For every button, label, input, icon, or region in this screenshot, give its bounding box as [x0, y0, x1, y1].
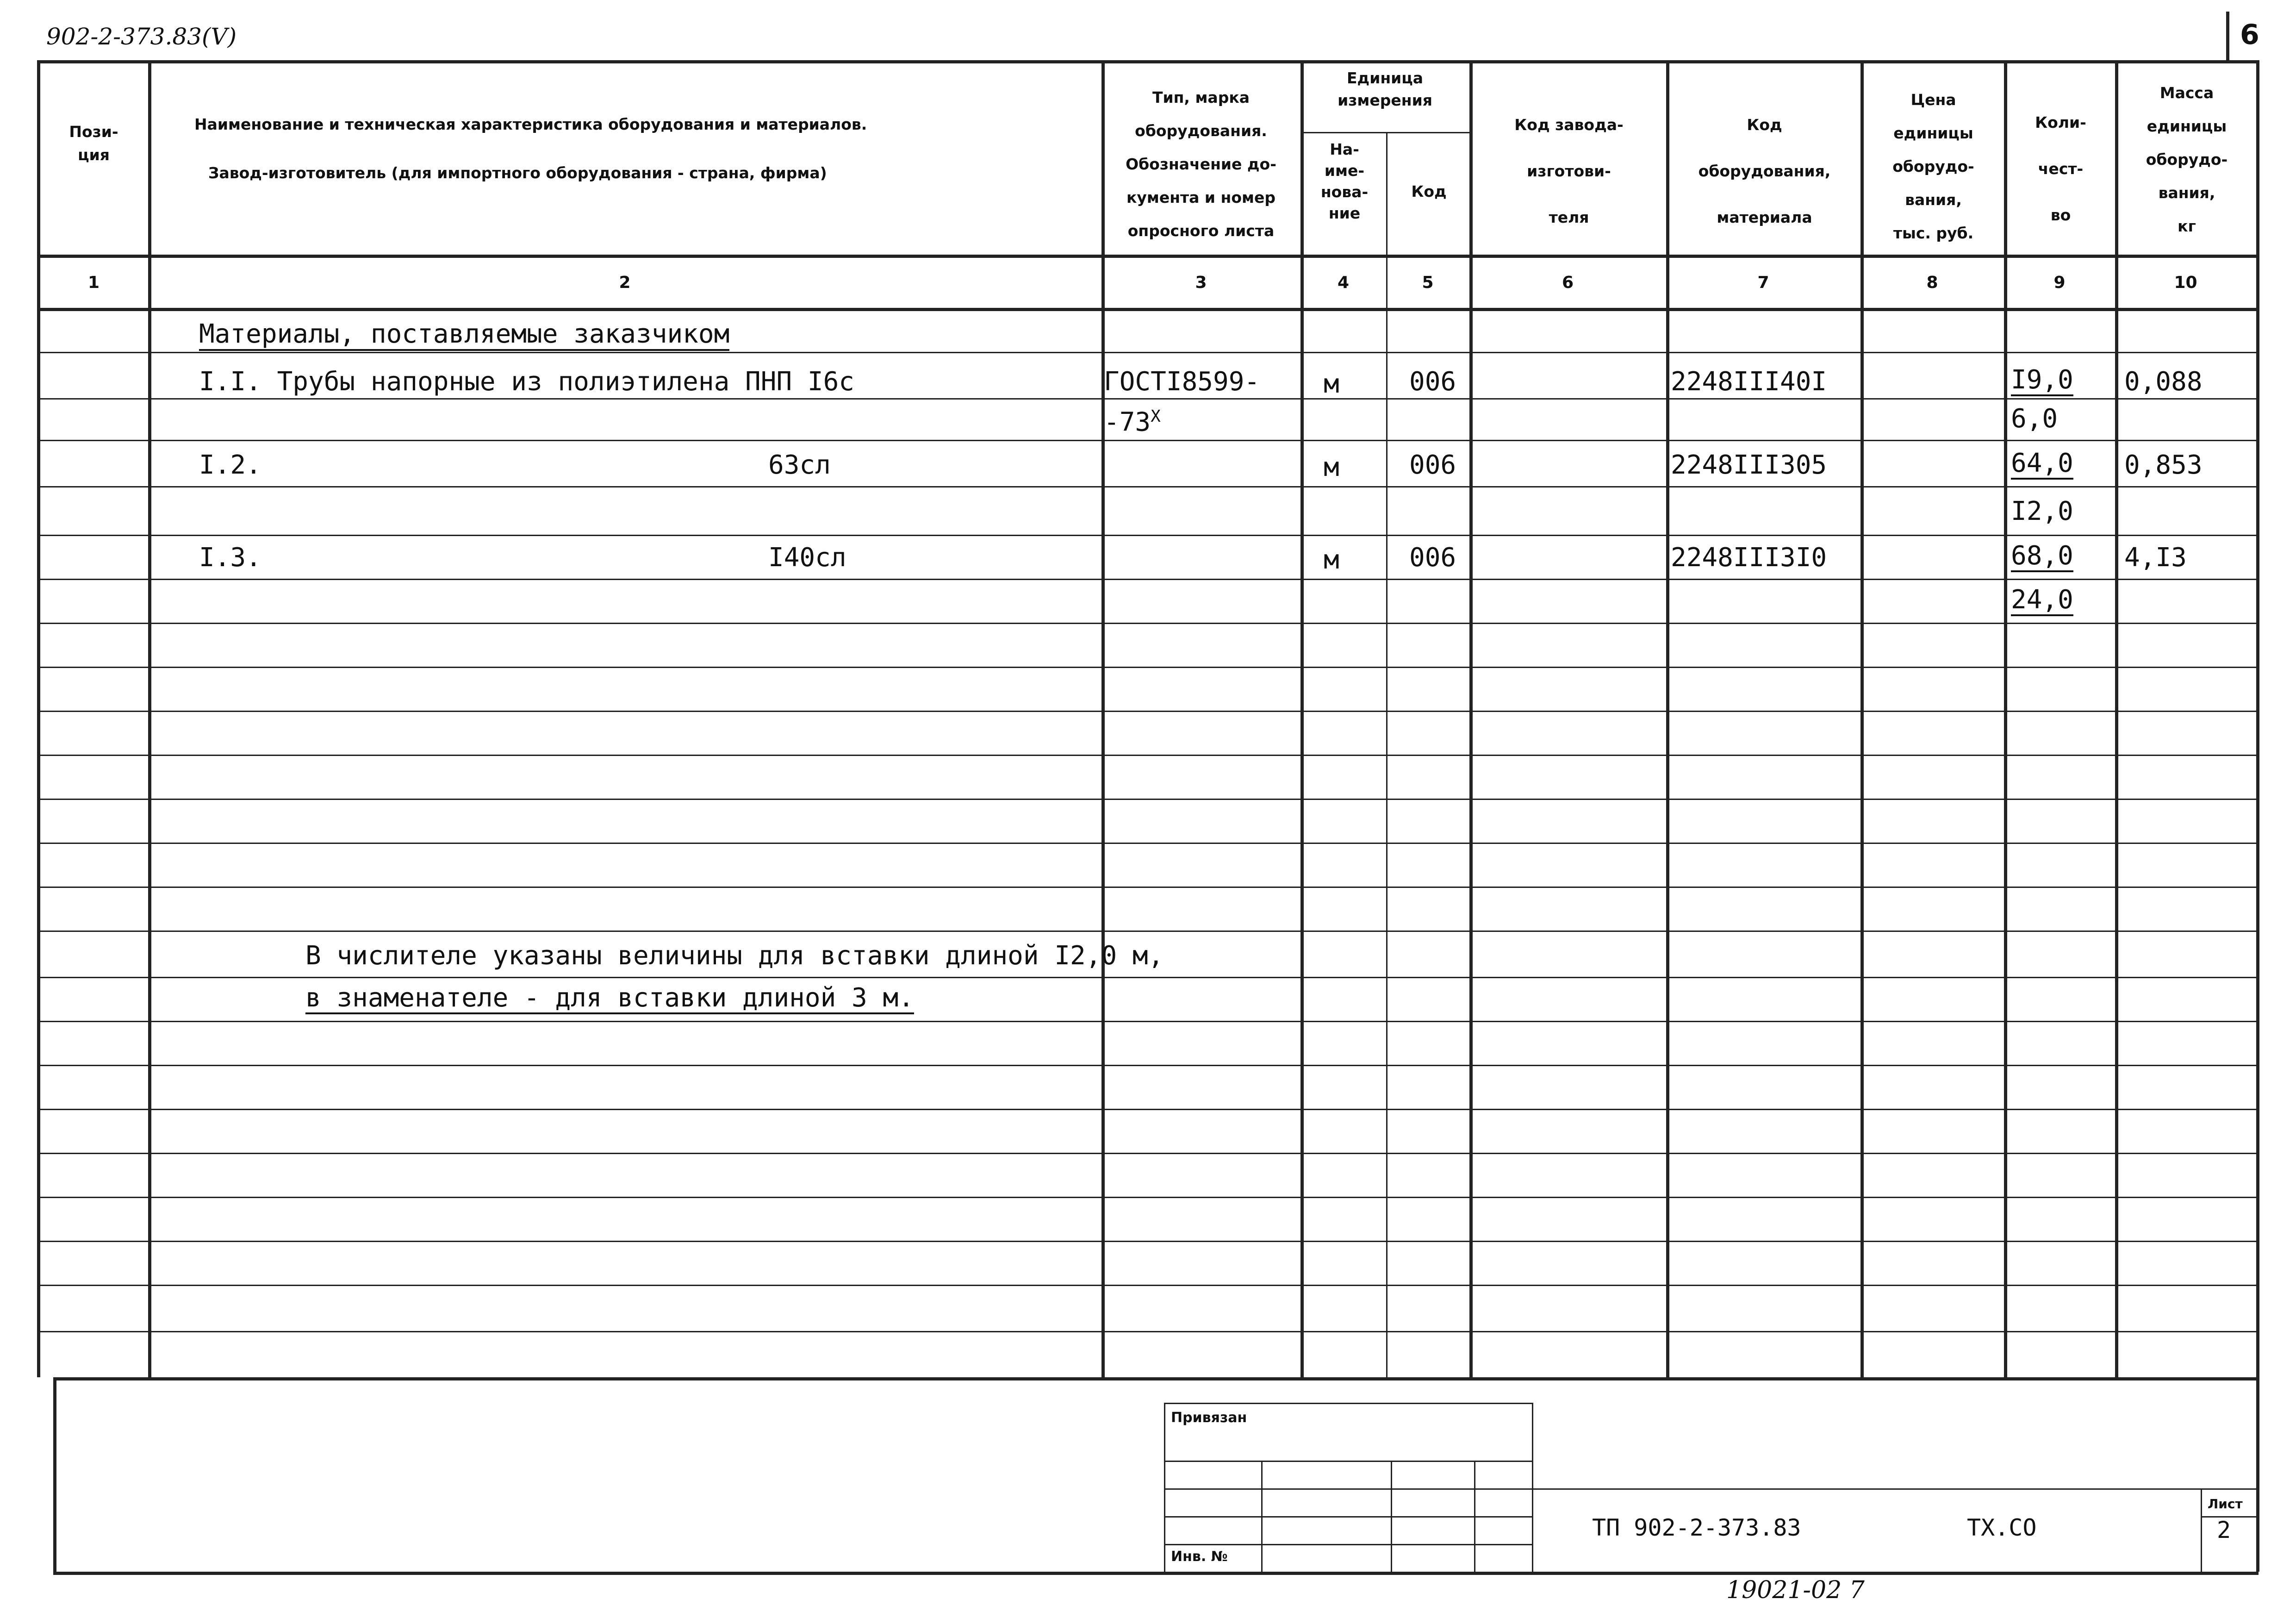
stamp-line	[1391, 1461, 1392, 1572]
colnum-7: 7	[1757, 273, 1769, 292]
unit-group-divider	[1300, 132, 1469, 133]
row3b-quantity: 24,0	[2011, 586, 2073, 616]
stamp-line	[1532, 1403, 1533, 1572]
row-line	[37, 843, 2259, 844]
row2-unit: м	[1324, 452, 1339, 482]
header-bottom-border	[37, 255, 2259, 258]
row2-material-code: 2248III305	[1671, 450, 1827, 480]
row-line	[37, 352, 2259, 353]
document-code: 902-2-373.83(Ⅴ)	[46, 23, 237, 50]
row2-quantity: 64,0	[2011, 449, 2073, 480]
row-line	[37, 623, 2259, 624]
page-number-divider	[2226, 12, 2229, 60]
row-line	[37, 535, 2259, 536]
colnum-bottom-border	[37, 308, 2259, 311]
stamp-sheet-number: 2	[2217, 1517, 2231, 1543]
header-mass: Масса единицы оборудо- вания, кг	[2146, 84, 2228, 235]
row3-position: I.3.	[199, 543, 261, 573]
col-line-3	[1300, 60, 1304, 1377]
colnum-1: 1	[87, 273, 100, 292]
row1-material-code: 2248III40I	[1671, 367, 1827, 397]
stamp-line	[1164, 1516, 1532, 1518]
row-line	[37, 1285, 2259, 1286]
colnum-3: 3	[1195, 273, 1207, 292]
row1-name: I.I. Трубы напорные из полиэтилена ПНП I6с	[199, 367, 855, 397]
header-unit-name: На- име- нова- ние	[1320, 140, 1369, 222]
row-line	[37, 398, 2259, 400]
stamp-bottom-border	[53, 1572, 2259, 1575]
row3-unit: м	[1324, 545, 1339, 575]
note-line-1: В числителе указаны величины для вставки длиной I2,0 м,	[305, 941, 1164, 971]
col-line-7	[1860, 60, 1864, 1377]
row-line	[37, 1065, 2259, 1066]
col-line-2	[1101, 60, 1105, 1377]
row-line	[37, 755, 2259, 756]
table-bottom-border	[53, 1377, 2256, 1380]
row1b-quantity: 6,0	[2011, 404, 2058, 434]
stamp-line	[1164, 1488, 1532, 1490]
row1-code: 006	[1409, 367, 1456, 397]
stamp-line	[1261, 1461, 1263, 1572]
row1b-doc-text: -73	[1104, 407, 1151, 437]
stamp-designation: ТП 902-2-373.83	[1592, 1514, 1801, 1541]
row-line	[37, 1197, 2259, 1198]
col-line-8	[2004, 60, 2007, 1377]
row2-position: I.2.	[199, 450, 261, 480]
row1-quantity: I9,0	[2011, 366, 2073, 396]
row2-code: 006	[1409, 450, 1456, 480]
row-line	[37, 440, 2259, 441]
stamp-line	[2201, 1488, 2202, 1572]
row3-code: 006	[1409, 543, 1456, 573]
row2-mass: 0,853	[2124, 450, 2203, 480]
stamp-line	[1532, 1488, 2259, 1490]
page-number: 6	[2240, 19, 2259, 51]
row1-unit: м	[1324, 369, 1339, 399]
row-line	[37, 1109, 2259, 1110]
header-price: Цена единицы оборудо- вания, тыс. руб.	[1892, 91, 1974, 242]
row3-quantity: 68,0	[2011, 542, 2073, 572]
row3-material-code: 2248III3I0	[1671, 543, 1827, 573]
stamp-line	[1474, 1461, 1475, 1572]
colnum-2: 2	[619, 273, 631, 292]
header-position: Пози- ция	[69, 123, 118, 164]
stamp-mark: ТХ.СО	[1967, 1514, 2037, 1541]
col-line-5	[1469, 60, 1473, 1377]
stamp-left-border	[53, 1377, 56, 1572]
row3-size: I40сл	[768, 543, 846, 573]
colnum-10: 10	[2174, 273, 2197, 292]
stamp-line	[1164, 1403, 1532, 1404]
colnum-4: 4	[1337, 273, 1350, 292]
row1b-doc	[1104, 400, 1161, 439]
header-type: Тип, марка оборудования. Обозначение до- кумента и номер опросного листа	[1126, 88, 1276, 240]
row2-size: 63сл	[768, 450, 831, 480]
row-line	[37, 931, 2259, 932]
row-line	[37, 579, 2259, 580]
colnum-5: 5	[1422, 273, 1434, 292]
row2b-quantity: I2,0	[2011, 496, 2073, 526]
row-line	[37, 1331, 2259, 1332]
header-unit-group: Единица измерения	[1338, 69, 1432, 109]
stamp-privyazan: Привязан	[1171, 1410, 1247, 1426]
row1-doc: ГОСТI8599-	[1104, 367, 1260, 397]
row1b-doc-sup: Х	[1151, 407, 1161, 426]
row-line	[37, 667, 2259, 668]
row-line	[37, 1021, 2259, 1022]
header-quantity: Коли- чест- во	[2035, 113, 2086, 224]
row3-mass: 4,I3	[2124, 543, 2187, 573]
row-line	[37, 799, 2259, 800]
stamp-line	[1164, 1461, 1532, 1462]
footer-handwritten-number: 19021-02 7	[1726, 1576, 1865, 1604]
row-line	[37, 887, 2259, 888]
header-factory-code: Код завода- изготови- теля	[1514, 116, 1624, 226]
header-material-code: Код оборудования, материала	[1698, 116, 1831, 226]
row-line	[37, 1241, 2259, 1242]
stamp-inventory-number: Инв. №	[1171, 1549, 1228, 1565]
section-title: Материалы, поставляемые заказчиком	[199, 319, 729, 351]
row1-mass: 0,088	[2124, 367, 2203, 397]
stamp-right-border	[2256, 1377, 2259, 1572]
header-name-line1: Наименование и техническая характеристика оборудования и материалов.	[194, 115, 867, 133]
colnum-9: 9	[2053, 273, 2066, 292]
row-line	[37, 977, 2259, 978]
colnum-6: 6	[1562, 273, 1574, 292]
row-line	[37, 486, 2259, 487]
header-unit-code: Код	[1411, 182, 1447, 200]
note-line-2: в знаменателе - для вставки длиной 3 м.	[305, 984, 914, 1014]
col-line-10	[2256, 60, 2259, 1377]
col-line-6	[1666, 60, 1669, 1377]
stamp-line	[1164, 1403, 1165, 1572]
col-line-1	[148, 60, 151, 1377]
stamp-sheet-label: Лист	[2208, 1496, 2243, 1512]
row-line	[37, 711, 2259, 712]
col-line-9	[2115, 60, 2118, 1377]
col-line-0	[37, 60, 40, 1377]
stamp-line	[1164, 1544, 1532, 1545]
colnum-8: 8	[1926, 273, 1938, 292]
header-name-line2: Завод-изготовитель (для импортного оборудования - страна, фирма)	[208, 164, 827, 182]
row-line	[37, 1153, 2259, 1154]
table-top-border	[37, 60, 2259, 63]
